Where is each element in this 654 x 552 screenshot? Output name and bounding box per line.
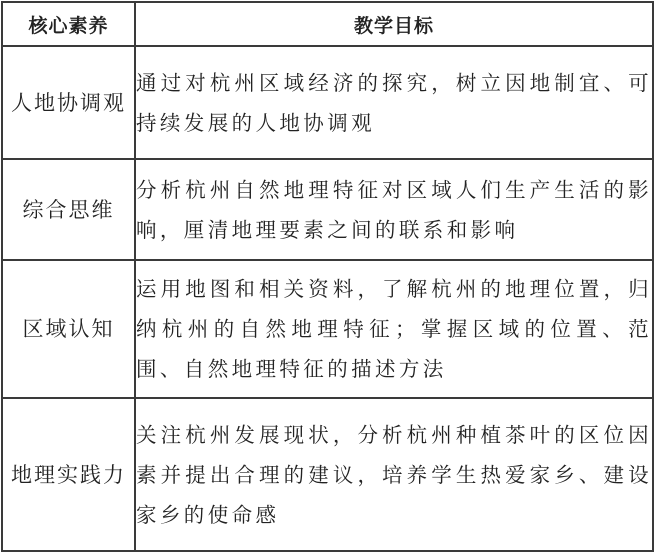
objective-cell: 关注杭州发展现状，分析杭州种植茶叶的区位因素并提出合理的建议，培养学生热爱家乡、建设家乡的使命感 (135, 398, 653, 551)
table-row (2, 260, 653, 398)
table-row (2, 159, 653, 260)
core-competency-table (1, 1, 654, 552)
competency-cell: 综合思维 (2, 159, 135, 260)
objective-cell: 通过对杭州区域经济的探究，树立因地制宜、可持续发展的人地协调观 (135, 46, 653, 159)
competency-cell: 区域认知 (2, 260, 135, 398)
table-header-row (2, 2, 653, 46)
objective-cell: 分析杭州自然地理特征对区域人们生产生活的影响，厘清地理要素之间的联系和影响 (135, 159, 653, 260)
competency-cell: 地理实践力 (2, 398, 135, 551)
table-row (2, 46, 653, 159)
competency-cell: 人地协调观 (2, 46, 135, 159)
table-row (2, 398, 653, 551)
objective-cell: 运用地图和相关资料，了解杭州的地理位置，归纳杭州的自然地理特征；掌握区域的位置、范围、自然地理特征的描述方法 (135, 260, 653, 398)
header-teaching-objective: 教学目标 (135, 2, 653, 46)
header-core-competency: 核心素养 (2, 2, 135, 46)
